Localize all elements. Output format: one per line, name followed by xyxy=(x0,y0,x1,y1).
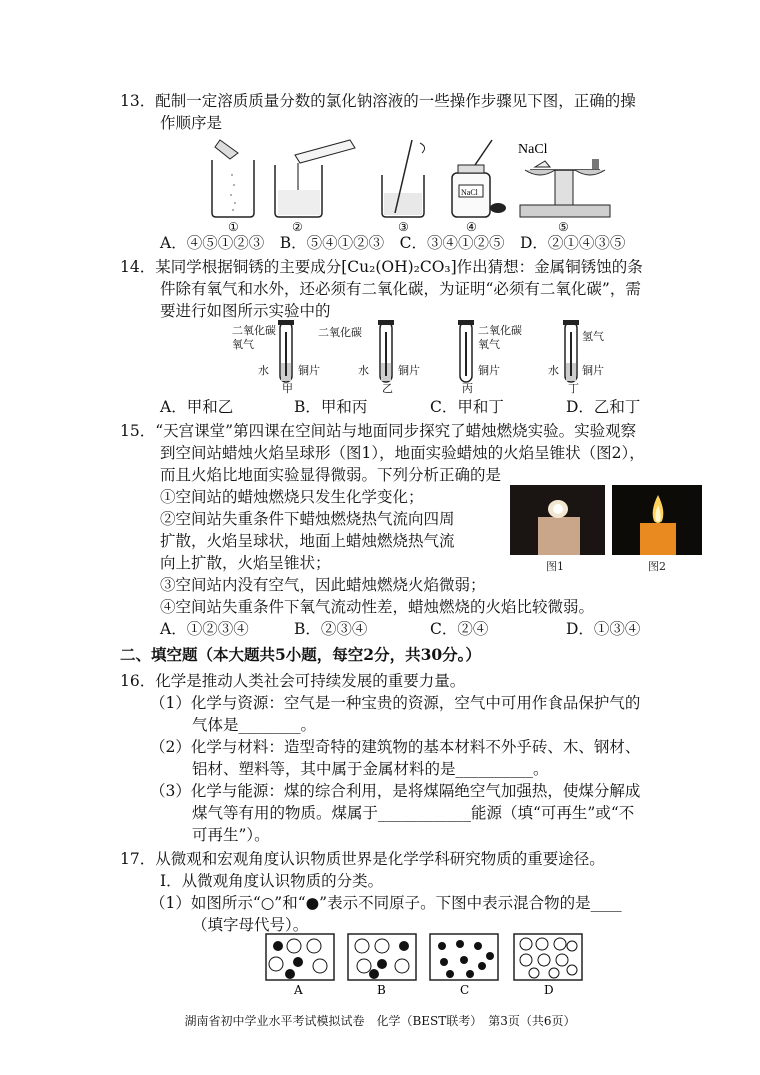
q14-option-b: B．甲和丙 xyxy=(294,398,368,416)
test-tube-yi-icon xyxy=(378,320,394,382)
fig2-caption: 图2 xyxy=(648,560,666,573)
tube-jia-gas1: 二氧化碳 xyxy=(232,324,276,337)
q17-part1a: （1）如图所示“○”和“●”表示不同原子。下图中表示混合物的是____ xyxy=(150,894,622,912)
svg-text:NaCl: NaCl xyxy=(518,142,548,157)
q15-line3: 而且火焰比地面实验显得微弱。下列分析正确的是 xyxy=(160,466,502,484)
tube-bing-gas2: 氧气 xyxy=(478,338,500,351)
q17-sub1: Ⅰ．从微观角度认识物质的分类。 xyxy=(160,872,384,890)
q15-option-c: C．②④ xyxy=(430,620,489,638)
tube-jia-copper: 铜片 xyxy=(298,364,320,377)
q14-line2: 件除有氧气和水外，还必须有二氧化碳，为证明“必须有二氧化碳”，需 xyxy=(160,280,641,298)
particle-box-b xyxy=(348,934,416,980)
test-tube-bing-icon xyxy=(458,320,474,382)
q13-line2: 作顺序是 xyxy=(160,114,223,132)
candle-photo-ground xyxy=(612,485,702,555)
tube-yi-gas1: 二氧化碳 xyxy=(318,326,362,339)
q17-line1: 17．从微观和宏观角度认识物质世界是化学学科研究物质的重要途径。 xyxy=(120,850,605,868)
q17-particle-boxes xyxy=(264,932,604,998)
q16-part3a: （3）化学与能源：煤的综合利用，是将煤隔绝空气加强热，使煤分解成 xyxy=(150,782,641,800)
svg-text:③: ③ xyxy=(398,220,409,234)
test-tube-ding-icon xyxy=(563,320,579,382)
q14-line1: 14．某同学根据铜锈的主要成分[Cu₂(OH)₂CO₃]作出猜想：金属铜锈蚀的条 xyxy=(120,258,643,276)
q16-part3c: 可再生”）。 xyxy=(192,826,270,844)
particle-box-d xyxy=(514,934,582,980)
svg-text:④: ④ xyxy=(466,220,477,234)
tube-yi-water: 水 xyxy=(358,364,369,377)
q16-part3b: 煤气等有用的物质。煤属于____________能源（填“可再生”或“不 xyxy=(192,804,635,822)
q15-statement-1: ①空间站的蜡烛燃烧只发生化学变化； xyxy=(160,488,424,506)
tube-ding-gas1: 氢气 xyxy=(582,330,604,343)
nacl-jar-icon xyxy=(452,140,506,217)
svg-text:B: B xyxy=(377,983,386,997)
particle-box-a xyxy=(266,934,334,980)
q16-part1b: 气体是________。 xyxy=(192,716,317,734)
fig1-caption: 图1 xyxy=(546,560,564,573)
q16-part2b: 铝材、塑料等，其中属于金属材料的是__________。 xyxy=(192,760,549,778)
beaker-1-icon xyxy=(212,140,254,217)
test-tube-jia-icon xyxy=(278,320,294,382)
svg-text:⑤: ⑤ xyxy=(558,220,569,234)
tube-yi-name: 乙 xyxy=(382,382,393,395)
tube-bing-gas1: 二氧化碳 xyxy=(478,324,522,337)
tube-jia-water: 水 xyxy=(258,364,269,377)
svg-text:①: ① xyxy=(228,220,239,234)
tube-yi-copper: 铜片 xyxy=(398,364,420,377)
q13-options: A．④⑤①②③ B．⑤④①②③ C．③④①②⑤ D．②①④③⑤ xyxy=(160,234,626,252)
tube-jia-gas2: 氧气 xyxy=(232,338,254,351)
q14-test-tubes-figure xyxy=(220,318,620,398)
q15-line1: 15．“天宫课堂”第四课在空间站与地面同步探究了蜡烛燃烧实验。实验观察 xyxy=(120,422,637,440)
section-2-heading: 二、填空题（本大题共5小题，每空2分，共30分。） xyxy=(120,645,481,664)
q14-option-a: A．甲和乙 xyxy=(160,398,234,416)
q15-option-b: B．②③④ xyxy=(294,620,368,638)
q15-statement-2c: 向上扩散，火焰呈锥状； xyxy=(160,554,331,572)
q14-option-d: D．乙和丁 xyxy=(566,398,641,416)
q15-option-d: D．①③④ xyxy=(566,620,641,638)
svg-text:D: D xyxy=(544,983,554,997)
particle-box-c xyxy=(430,934,498,980)
tube-jia-name: 甲 xyxy=(282,382,293,395)
svg-text:②: ② xyxy=(292,220,303,234)
q16-line1: 16．化学是推动人类社会可持续发展的重要力量。 xyxy=(120,672,466,690)
beaker-2-icon xyxy=(275,140,355,217)
q15-statement-3: ③空间站内没有空气，因此蜡烛燃烧火焰微弱； xyxy=(160,576,486,594)
q14-line3: 要进行如图所示实验中的 xyxy=(160,302,331,320)
q16-part1a: （1）化学与资源：空气是一种宝贵的资源，空气中可用作食品保护气的 xyxy=(150,694,641,712)
q15-line2: 到空间站蜡烛火焰呈球形（图1），地面实验蜡烛的火焰呈锥状（图2）， xyxy=(160,444,645,462)
svg-text:C: C xyxy=(460,983,470,997)
q15-option-a: A．①②③④ xyxy=(160,620,249,638)
q14-option-c: C．甲和丁 xyxy=(430,398,504,416)
q17-part1b: （填字母代号）。 xyxy=(192,916,309,934)
q15-statement-4: ④空间站失重条件下氧气流动性差，蜡烛燃烧的火焰比较微弱。 xyxy=(160,598,595,616)
tube-ding-water: 水 xyxy=(548,364,559,377)
q16-part2a: （2）化学与材料：造型奇特的建筑物的基本材料不外乎砖、木、钢材、 xyxy=(150,738,641,756)
tube-ding-copper: 铜片 xyxy=(582,364,604,377)
tube-bing-name: 丙 xyxy=(462,382,473,395)
q15-statement-2a: ②空间站失重条件下蜡烛燃烧热气流向四周 xyxy=(160,510,455,528)
q15-statement-2b: 扩散，火焰呈球状，地面上蜡烛燃烧热气流 xyxy=(160,532,455,550)
page-footer: 湖南省初中学业水平考试模拟试卷 化学（BEST联考） 第3页（共6页） xyxy=(184,1014,576,1028)
candle-photo-space xyxy=(510,485,605,555)
tube-bing-copper: 铜片 xyxy=(478,364,500,377)
q13-line1: 13．配制一定溶质质量分数的氯化钠溶液的一些操作步骤见下图，正确的操 xyxy=(120,92,636,110)
beaker-3-icon xyxy=(382,140,425,217)
tube-ding-name: 丁 xyxy=(568,382,579,395)
svg-text:A: A xyxy=(294,983,303,997)
svg-text:NaCl: NaCl xyxy=(461,188,478,197)
q13-figure xyxy=(200,135,620,235)
balance-scale-icon xyxy=(518,142,610,217)
